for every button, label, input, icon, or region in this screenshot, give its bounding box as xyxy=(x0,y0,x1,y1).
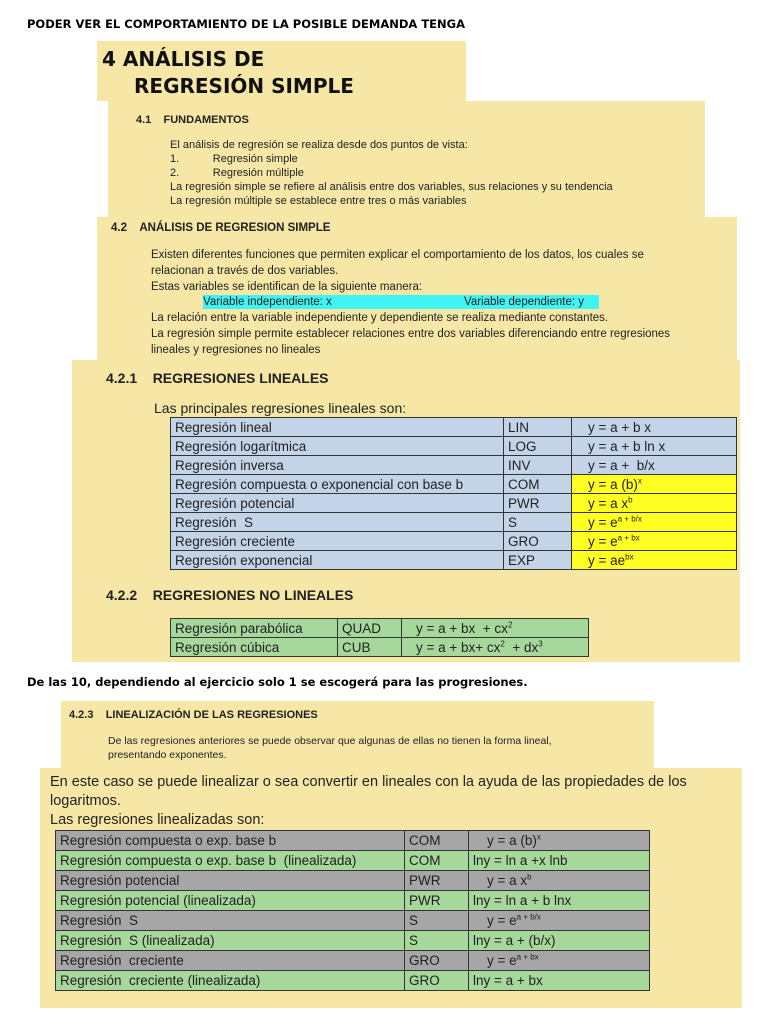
formula-exponent: x xyxy=(637,476,642,485)
formula-exponent: 2 xyxy=(500,639,505,648)
formula-exponent: a + bx xyxy=(617,533,640,542)
regresion-code-text: CUB xyxy=(342,639,371,655)
formula-exponent: a + b/x xyxy=(516,912,541,922)
table-row xyxy=(171,494,737,513)
regresion-code-text: LOG xyxy=(508,438,537,454)
linealizada-code xyxy=(405,831,469,851)
regresion-formula xyxy=(402,619,589,638)
linealizada-code xyxy=(405,951,469,971)
analisis-line: La regresión simple permite establecer relaciones entre dos variables diferenciando entre regresiones xyxy=(151,328,671,340)
regresion-formula-text: y = e xyxy=(588,533,618,549)
linealizada-name xyxy=(56,931,405,951)
linealizada-name xyxy=(56,871,405,891)
regresion-formula-text: y = a + b/x xyxy=(588,457,655,473)
formula-exponent: a + bx xyxy=(516,952,539,962)
regresion-formula-text: y = e xyxy=(588,514,618,530)
linealizadas-table xyxy=(55,830,650,991)
analisis-panel xyxy=(97,217,737,360)
linealizada-name-text: Regresión compuesta o exp. base b xyxy=(60,833,277,848)
linealizada-formula xyxy=(469,831,650,851)
fundamentos-panel xyxy=(108,101,705,217)
linealizada-name xyxy=(56,951,405,971)
regresion-name-text: Regresión S xyxy=(175,514,254,530)
regresiones-lineales-heading: 4.2.1 REGRESIONES LINEALES xyxy=(106,370,329,386)
linealizada-name xyxy=(56,971,405,991)
linealizada-name xyxy=(56,851,405,871)
formula-exponent: b xyxy=(527,872,532,882)
regresion-code xyxy=(504,437,572,456)
variable-dependiente: Variable dependiente: y xyxy=(464,296,584,308)
regresion-formula xyxy=(572,532,737,551)
analisis-line: La relación entre la variable independiente y dependiente se realiza mediante constantes. xyxy=(151,312,609,324)
linealizada-formula xyxy=(469,871,650,891)
regresion-code-text: COM xyxy=(508,476,540,492)
formula-exponent: bx xyxy=(625,552,634,561)
regresion-name-text: Regresión parabólica xyxy=(175,620,303,636)
regresion-code xyxy=(504,475,572,494)
linealizada-name xyxy=(56,831,405,851)
regresion-name xyxy=(171,456,504,475)
table-row xyxy=(56,831,650,851)
linealizada-formula xyxy=(469,911,650,931)
linealizada-code-text: COM xyxy=(409,853,441,868)
regresion-code xyxy=(504,456,572,475)
linealizada-formula xyxy=(469,891,650,911)
linealizada-name-text: Regresión compuesta o exp. base b (linealizada) xyxy=(60,853,357,868)
linealizada-code-text: GRO xyxy=(409,953,440,968)
section-title-panel xyxy=(97,41,466,101)
regresion-code xyxy=(338,638,402,657)
table-row xyxy=(171,475,737,494)
regresion-formula-text: y = a (b) xyxy=(588,476,638,492)
regresion-name-text: Regresión logarítmica xyxy=(175,438,307,454)
note-mid: De las 10, dependiendo al ejercicio solo 1 se escogerá para las progresiones. xyxy=(27,675,528,689)
fundamentos-line: La regresión múltiple se establece entre tres o más variables xyxy=(170,195,467,207)
regresion-name-text: Regresión potencial xyxy=(175,495,295,511)
table-row xyxy=(171,638,589,657)
analisis-line: relacionan a través de dos variables. xyxy=(151,265,339,277)
analisis-heading: 4.2 ANÁLISIS DE REGRESION SIMPLE xyxy=(111,222,331,234)
table-row xyxy=(171,619,589,638)
regresion-formula xyxy=(572,513,737,532)
fundamentos-heading: 4.1 FUNDAMENTOS xyxy=(136,114,249,126)
regresion-name xyxy=(171,551,504,570)
linealizada-code-text: COM xyxy=(409,833,441,848)
table-row xyxy=(171,551,737,570)
regresiones-lineales-table xyxy=(170,417,737,570)
regresion-name-text: Regresión inversa xyxy=(175,457,284,473)
section-title-line2: REGRESIÓN SIMPLE xyxy=(134,74,354,98)
regresion-name-text: Regresión compuesta o exponencial con base b xyxy=(175,476,464,492)
linealizada-code-text: S xyxy=(409,933,419,948)
regresion-formula xyxy=(572,418,737,437)
regresion-name xyxy=(171,638,338,657)
regresion-code-text: LIN xyxy=(508,419,530,435)
linealizada-formula-text: lny = ln a + b lnx xyxy=(473,893,572,908)
linealizada-formula-text: lny = a + (b/x) xyxy=(473,933,556,948)
regresion-name-text: Regresión lineal xyxy=(175,419,272,435)
regresion-code-text: S xyxy=(508,514,518,530)
linealizada-formula-text: y = e xyxy=(487,913,517,928)
table-row xyxy=(56,951,650,971)
linealizada-code xyxy=(405,911,469,931)
fundamentos-line: La regresión simple se refiere al análisis entre dos variables, sus relaciones y su tendencia xyxy=(170,181,613,193)
linealizada-name-text: Regresión S (linealizada) xyxy=(60,933,215,948)
linealizada-code xyxy=(405,891,469,911)
linealizacion-line: presentando exponentes. xyxy=(108,749,227,761)
regresion-formula-text: y = ae xyxy=(588,552,626,568)
linealizada-formula-text: y = a x xyxy=(487,873,528,888)
regresion-formula-text: y = a + b x xyxy=(588,419,652,435)
linealizada-code-text: PWR xyxy=(409,893,441,908)
table-row xyxy=(56,911,650,931)
formula-exponent: b xyxy=(628,495,633,504)
linealizada-formula-text: lny = a + bx xyxy=(473,973,543,988)
linealizadas-line2: logaritmos. xyxy=(50,793,121,809)
table-row xyxy=(171,456,737,475)
regresion-code-text: GRO xyxy=(508,533,539,549)
table-row xyxy=(171,437,737,456)
regresiones-lineales-intro: Las principales regresiones lineales son: xyxy=(154,400,407,416)
regresion-code-text: PWR xyxy=(508,495,540,511)
variable-independiente: Variable independiente: x xyxy=(203,296,332,308)
formula-part: + dx xyxy=(504,639,539,655)
regresion-formula xyxy=(572,475,737,494)
linealizada-formula xyxy=(469,851,650,871)
linealizacion-heading: 4.2.3 LINEALIZACIÓN DE LAS REGRESIONES xyxy=(69,709,318,721)
regresion-code xyxy=(338,619,402,638)
regresion-name-text: Regresión cúbica xyxy=(175,639,280,655)
fundamentos-line: 1. Regresión simple xyxy=(170,153,298,165)
regresion-formula xyxy=(572,437,737,456)
linealizacion-line: De las regresiones anteriores se puede observar que algunas de ellas no tienen la forma lineal, xyxy=(108,735,552,747)
regresion-name xyxy=(171,437,504,456)
linealizada-code-text: PWR xyxy=(409,873,441,888)
regresion-formula-text: y = a x xyxy=(588,495,629,511)
linealizada-formula xyxy=(469,931,650,951)
formula-exponent: x xyxy=(536,832,541,842)
linealizada-name-text: Regresión potencial xyxy=(60,873,180,888)
linealizada-code-text: S xyxy=(409,913,419,928)
regresion-code-text: INV xyxy=(508,457,531,473)
linealizada-formula-text: y = a (b) xyxy=(487,833,537,848)
section-title-line1: 4 ANÁLISIS DE xyxy=(102,47,265,71)
linealizadas-line1: En este caso se puede linealizar o sea convertir en lineales con la ayuda de las propiedades de los xyxy=(50,774,687,790)
linealizada-name-text: Regresión S xyxy=(60,913,139,928)
linealizada-code xyxy=(405,931,469,951)
regresion-formula xyxy=(572,551,737,570)
linealizada-name-text: Regresión creciente (linealizada) xyxy=(60,973,261,988)
regresion-code-text: QUAD xyxy=(342,620,382,636)
regresion-name xyxy=(171,494,504,513)
linealizada-name-text: Regresión potencial (linealizada) xyxy=(60,893,256,908)
regresion-formula-text: y = a + bx + cx xyxy=(416,620,508,636)
linealizada-code-text: GRO xyxy=(409,973,440,988)
linealizadas-panel xyxy=(40,768,742,1008)
linealizada-formula-text: y = e xyxy=(487,953,517,968)
linealizacion-panel xyxy=(61,701,654,768)
regresion-formula xyxy=(402,638,589,657)
linealizada-formula xyxy=(469,951,650,971)
regresiones-no-lineales-table xyxy=(170,618,589,657)
regresiones-panel xyxy=(72,360,740,662)
regresion-name-text: Regresión creciente xyxy=(175,533,296,549)
linealizada-formula xyxy=(469,971,650,991)
linealizada-name xyxy=(56,891,405,911)
linealizada-formula-text: lny = ln a +x lnb xyxy=(473,853,568,868)
linealizadas-line3: Las regresiones linealizadas son: xyxy=(50,812,265,828)
table-row xyxy=(56,851,650,871)
table-row xyxy=(56,871,650,891)
regresion-code xyxy=(504,494,572,513)
table-row xyxy=(171,513,737,532)
regresion-formula xyxy=(572,456,737,475)
table-row xyxy=(171,418,737,437)
formula-exponent: a + b/x xyxy=(617,514,642,523)
analisis-line: Estas variables se identifican de la siguiente manera: xyxy=(151,281,423,293)
note-top: PODER VER EL COMPORTAMIENTO DE LA POSIBLE DEMANDA TENGA xyxy=(27,17,465,31)
regresion-formula-text: y = a + bx+ cx xyxy=(416,639,501,655)
linealizada-name-text: Regresión creciente xyxy=(60,953,184,968)
fundamentos-line: El análisis de regresión se realiza desde dos puntos de vista: xyxy=(170,139,468,151)
linealizada-code xyxy=(405,871,469,891)
fundamentos-line: 2. Regresión múltiple xyxy=(170,167,304,179)
regresion-name-text: Regresión exponencial xyxy=(175,552,313,568)
table-row xyxy=(56,931,650,951)
table-row xyxy=(56,971,650,991)
regresion-name xyxy=(171,532,504,551)
regresion-name xyxy=(171,475,504,494)
linealizada-name xyxy=(56,911,405,931)
formula-exponent: 2 xyxy=(507,620,513,629)
regresion-code xyxy=(504,513,572,532)
regresion-formula-text: y = a + b ln x xyxy=(588,438,666,454)
regresion-name xyxy=(171,619,338,638)
regresion-code xyxy=(504,418,572,437)
linealizada-code xyxy=(405,851,469,871)
linealizada-code xyxy=(405,971,469,991)
table-row xyxy=(171,532,737,551)
regresion-code xyxy=(504,551,572,570)
regresion-name xyxy=(171,513,504,532)
regresion-formula xyxy=(572,494,737,513)
formula-exponent: 3 xyxy=(538,639,543,648)
table-row xyxy=(56,891,650,911)
analisis-line: lineales y regresiones no lineales xyxy=(151,344,321,356)
regresiones-no-lineales-heading: 4.2.2 REGRESIONES NO LINEALES xyxy=(106,587,354,603)
regresion-code xyxy=(504,532,572,551)
regresion-name xyxy=(171,418,504,437)
analisis-line: Existen diferentes funciones que permiten explicar el comportamiento de los datos, los cuales se xyxy=(151,249,644,261)
regresion-code-text: EXP xyxy=(508,552,536,568)
